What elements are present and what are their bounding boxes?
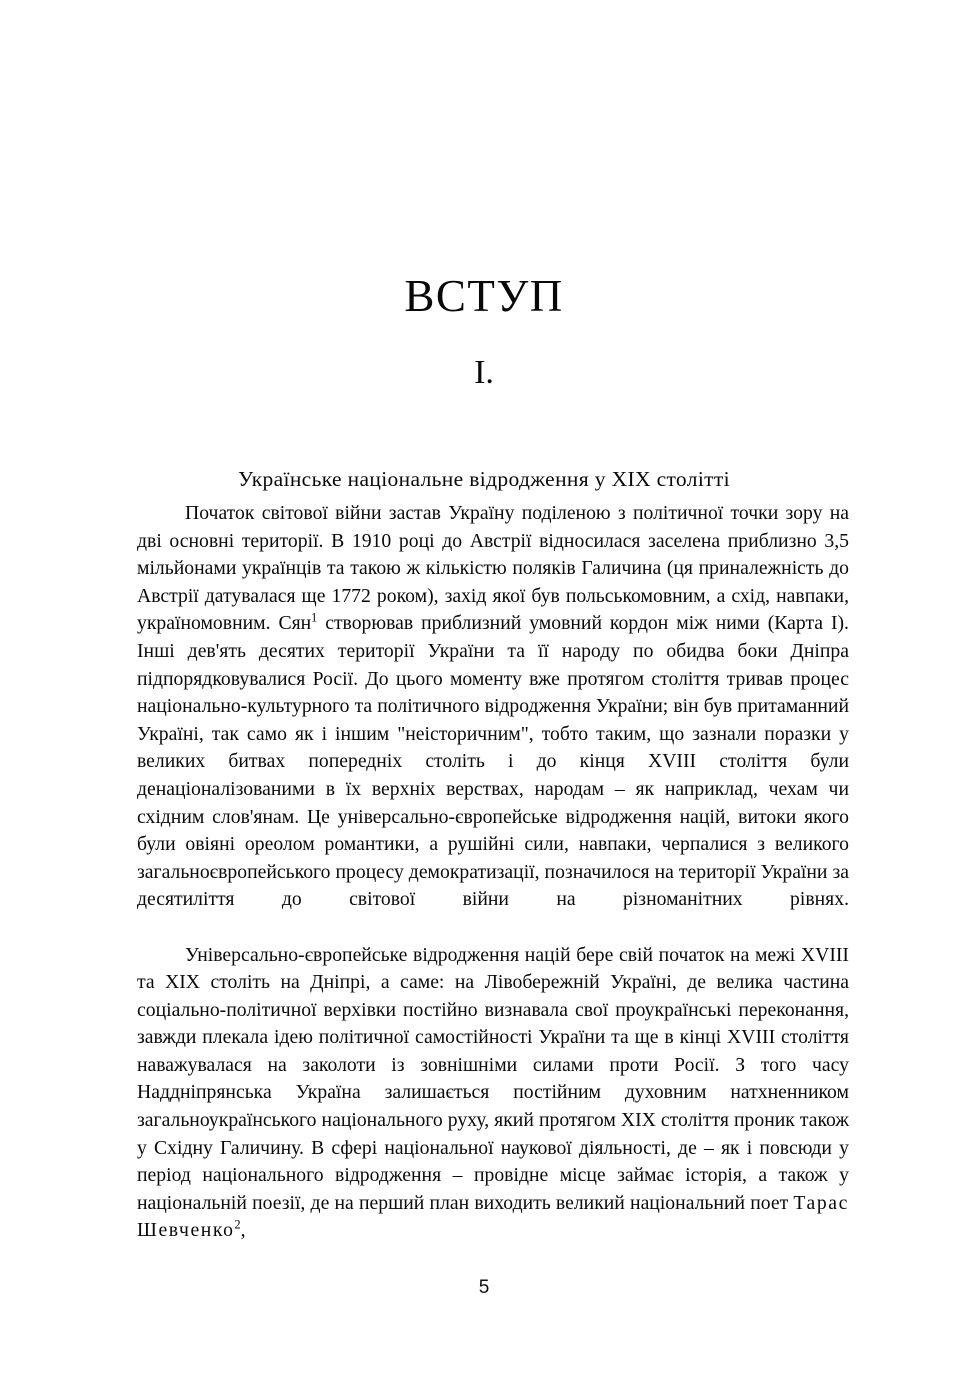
- paragraph-1: [137, 500, 849, 942]
- footnote-marker-2[interactable]: 2: [234, 1217, 241, 1232]
- page-number: 5: [478, 1277, 490, 1298]
- paragraph-1-text-after-footnote: створював приблизний умовний кордон між ними (Карта I). Інші дев'ять десятих території України та її народу по обидва боки Дніпра підпорядковувалися Росії. До цього моменту вже протягом століття тривав процес національно-культурного та політичного відродження України; він був притаманний Україні, так само як і іншим "неісторичним", тобто таким, що зазнали поразки у великих битвах попередніх століть і до кінця XVIII століття були денаціоналізованими в їх верхніх верствах, народам – як наприклад, чехам чи східним слов'янам. Це універсально-європейське відродження націй, витоки якого були овіяні ореолом романтики, а рушійні сили, навпаки, черпалися з великого загальноєвропейського процесу демократизації, позначилося на території України за десятиліття до світової війни на різноманітних рівнях.: [137, 612, 849, 911]
- paragraph-1-text-before-footnote: Початок світової війни застав Україну поділеною з політичної точки зору на дві основні території. В 1910 році до Австрії відносилася заселена приблизно 3,5 мільйонами українців та такою ж кількістю поляків Галичина (ця приналежність до Австрії датувалася ще 1772 роком), захід якої був польськомовним, а схід, навпаки, україномовним. Сян: [137, 502, 849, 635]
- poet-name: Тарас Шевченко: [137, 1191, 849, 1242]
- paragraph-2-text-after-footnote: ,: [240, 1219, 246, 1242]
- body-text-block: [137, 500, 849, 1273]
- footnote-marker-1[interactable]: 1: [311, 610, 318, 625]
- paragraph-2: [137, 942, 849, 1273]
- section-number: I.: [474, 354, 494, 391]
- section-subtitle: Українське національне відродження у XIX столітті: [238, 466, 730, 491]
- chapter-title: ВСТУП: [404, 271, 564, 322]
- paragraph-2-text-before-name: Універсально-європейське відродження націй бере свій початок на межі XVIII та XIX століть на Дніпрі, а саме: на Лівобережній Україні, де велика частина соціально-політичної верхівки постійно визнавала свої проукраїнські переконання, завжди плекала ідею політичної самостійності України та ще в кінці XVIII століття наважувалася на заколоти із зовнішніми силами проти Росії. З того часу Наддніпрянська Україна залишається постійним духовним натхненником загальноукраїнського національного руху, який протягом XIX століття проник також у Східну Галичину. В сфері національної наукової діяльності, де – як і повсюди у період національного відродження – провідне місце займає історія, а також у національній поезії, де на перший план виходить великий національний поет: [137, 943, 849, 1214]
